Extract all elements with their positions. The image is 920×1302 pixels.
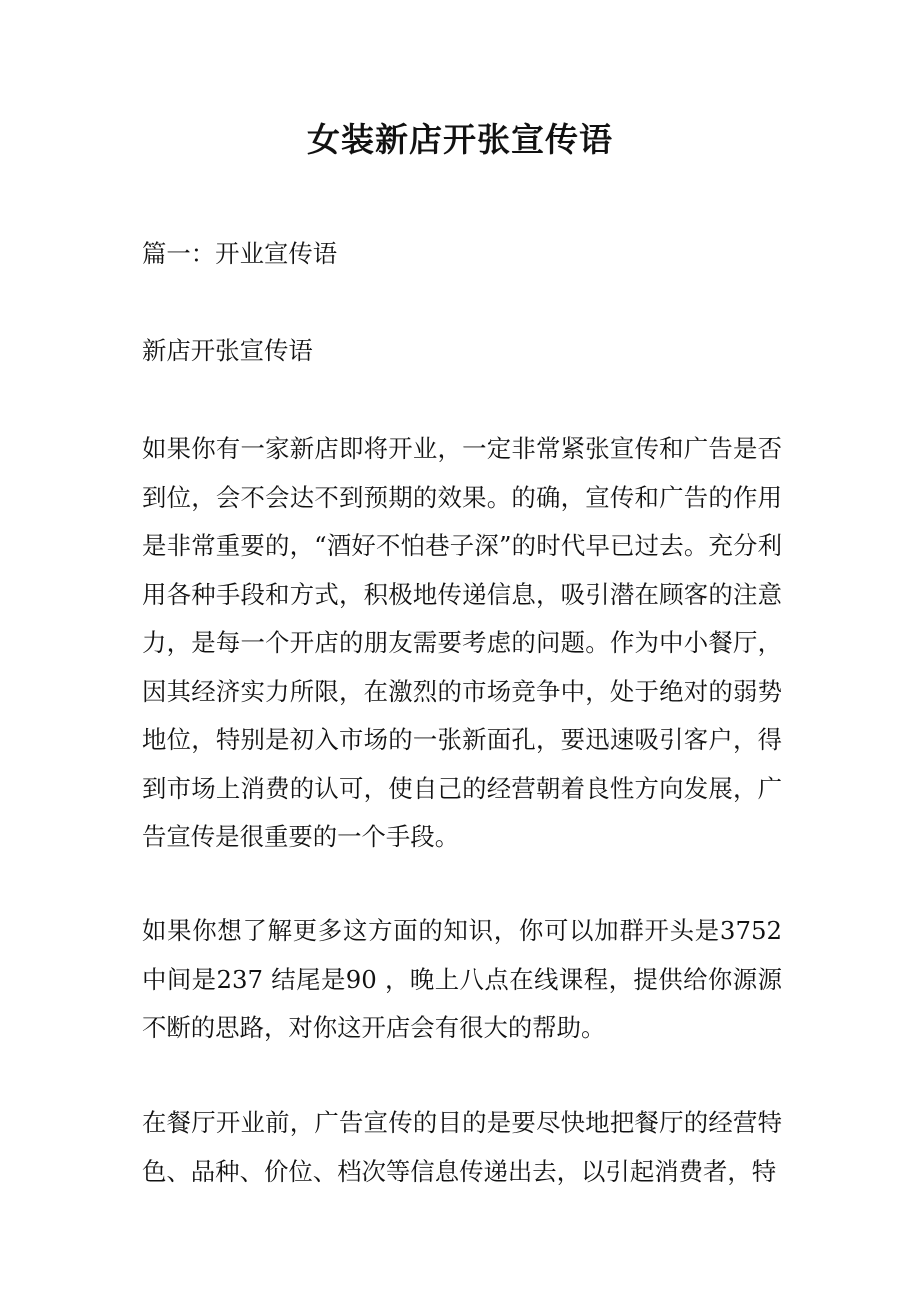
subheading: 新店开张宣传语 [142, 336, 313, 365]
paragraph-pre-opening: 在餐厅开业前，广告宣传的目的是要尽快地把餐厅的经营特色、品种、价位、档次等信息传递出去，以引起消费者，特 [142, 1108, 782, 1186]
paragraph-group-info: 如果你想了解更多这方面的知识，你可以加群开头是3752中间是237 结尾是90 ，晚上八点在线课程，提供给你源源不断的思路，对你这开店会有很大的帮助。 [142, 916, 782, 1042]
paragraph-intro: 如果你有一家新店即将开业，一定非常紧张宣传和广告是否到位，会不会达不到预期的效果。的确，宣传和广告的作用是非常重要的，“酒好不怕巷子深”的时代早已过去。充分利用各种手段和方式，积极地传递信息，吸引潜在顾客的注意力，是每一个开店的朋友需要考虑的问题。作为中小餐厅，因其经济实力所限，在激烈的市场竞争中，处于绝对的弱势地位，特别是初入市场的一张新面孔，要迅速吸引客户，得到市场上消费的认可，使自己的经营朝着良性方向发展，广告宣传是很重要的一个手段。 [142, 434, 782, 851]
section-heading: 篇一：开业宣传语 [142, 239, 338, 268]
document-title: 女装新店开张宣传语 [307, 120, 613, 159]
